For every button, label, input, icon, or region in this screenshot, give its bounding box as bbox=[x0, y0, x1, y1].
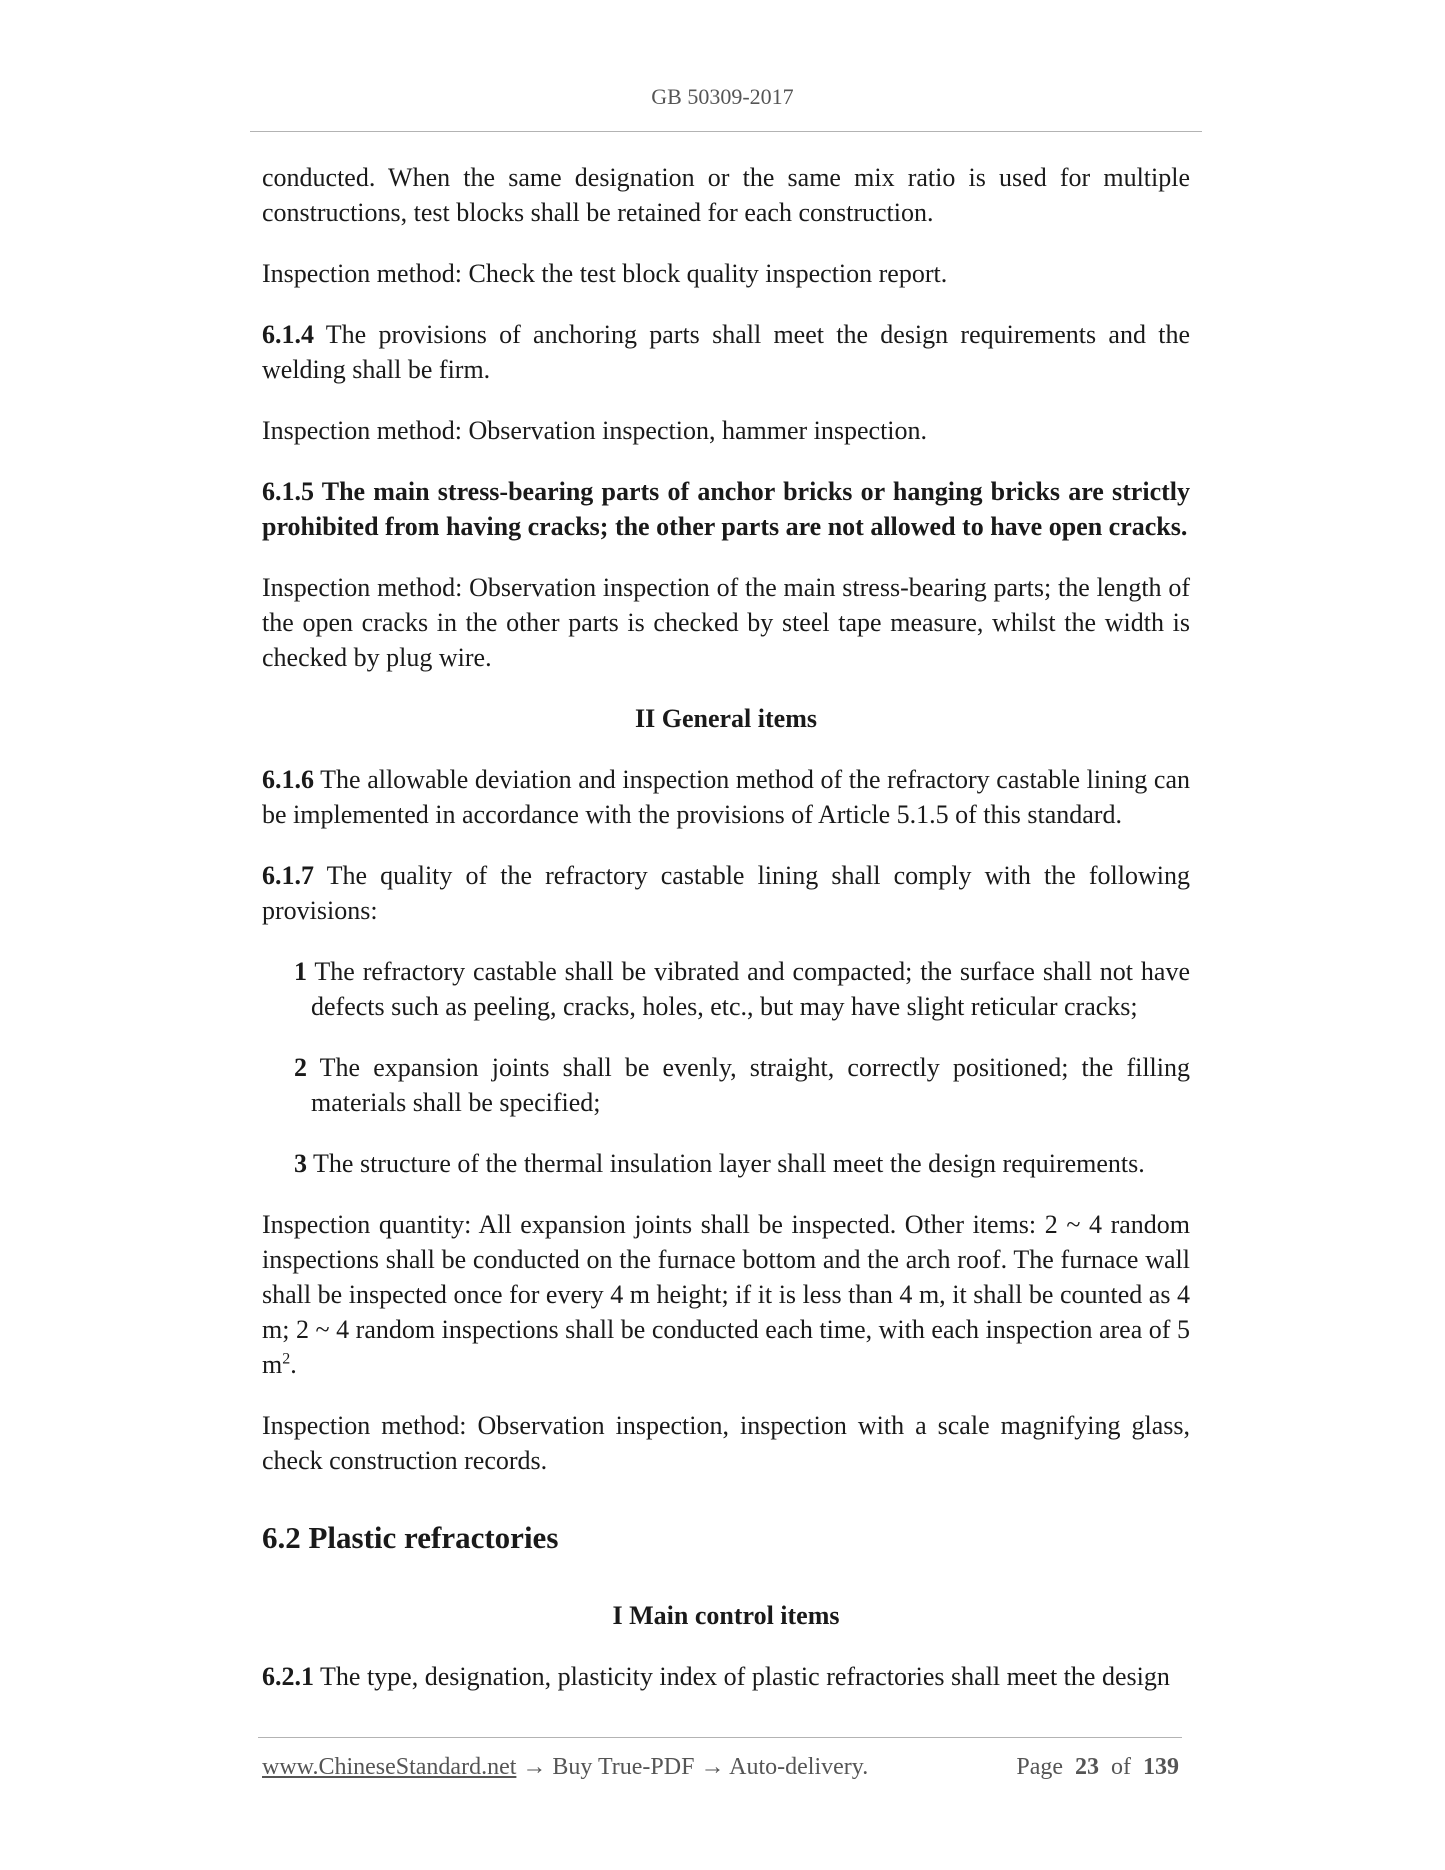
subheading-main-control-items: I Main control items bbox=[612, 1601, 840, 1630]
paragraph: Inspection method: Observation inspection, hammer inspection. bbox=[262, 416, 928, 445]
page-number bbox=[1016, 1754, 1179, 1781]
clause-text: The type, designation, plasticity index of plastic refractories shall meet the design bbox=[314, 1662, 1170, 1691]
clause-6-1-7 bbox=[262, 858, 1190, 928]
item-number: 1 bbox=[294, 957, 307, 986]
list-item bbox=[294, 954, 1190, 1024]
clause-number: 6.2.1 bbox=[262, 1662, 314, 1691]
page-footer bbox=[262, 1754, 1182, 1781]
of-label: of bbox=[1111, 1754, 1131, 1780]
item-number: 3 bbox=[294, 1149, 307, 1178]
clause-text: The provisions of anchoring parts shall meet the design requirements and the welding shall be firm. bbox=[262, 320, 1190, 384]
clause-6-1-4 bbox=[262, 317, 1190, 387]
clause-6-1-6 bbox=[262, 762, 1190, 832]
section-heading: 6.2 Plastic refractories bbox=[262, 1520, 559, 1555]
total-pages: 139 bbox=[1143, 1754, 1179, 1780]
current-page: 23 bbox=[1075, 1754, 1099, 1780]
paragraph: conducted. When the same designation or the same mix ratio is used for multiple constructions, test blocks shall be retained for each construction. bbox=[262, 163, 1190, 227]
document-body bbox=[262, 160, 1190, 1720]
subheading-general-items: II General items bbox=[635, 704, 817, 733]
clause-text: The main stress-bearing parts of anchor bricks or hanging bricks are strictly prohibited from having cracks; the other parts are not allowed to have open cracks. bbox=[262, 477, 1190, 541]
inspection-quantity-text: Inspection quantity: All expansion joints shall be inspected. Other items: 2 ~ 4 random inspections shall be conducted on the furnace bottom and the arch roof. The furnace wall shall be inspected once for every 4 m height; if it is less than 4 m, it shall be counted as 4 m; 2 ~ 4 random inspections shall be conducted each time, with each inspection area of 5 m bbox=[262, 1210, 1190, 1379]
item-text: The expansion joints shall be evenly, straight, correctly positioned; the filling materials shall be specified; bbox=[307, 1053, 1190, 1117]
provisions-list bbox=[262, 954, 1190, 1181]
page-header bbox=[0, 84, 1445, 110]
buy-pdf-text: Buy True-PDF bbox=[552, 1754, 695, 1780]
site-link[interactable]: www.ChineseStandard.net bbox=[262, 1754, 517, 1780]
item-text: The refractory castable shall be vibrated and compacted; the surface shall not have defects such as peeling, cracks, holes, etc., but may have slight reticular cracks; bbox=[307, 957, 1190, 1021]
paragraph: Inspection method: Check the test block quality inspection report. bbox=[262, 259, 948, 288]
document-code: GB 50309-2017 bbox=[651, 84, 794, 109]
clause-6-2-1 bbox=[262, 1659, 1190, 1694]
clause-number: 6.1.5 bbox=[262, 477, 314, 506]
list-item bbox=[294, 1050, 1190, 1120]
item-text: The structure of the thermal insulation layer shall meet the design requirements. bbox=[307, 1149, 1145, 1178]
page-label: Page bbox=[1016, 1754, 1063, 1780]
item-number: 2 bbox=[294, 1053, 307, 1082]
list-item bbox=[294, 1146, 1190, 1181]
clause-number: 6.1.6 bbox=[262, 765, 314, 794]
footer-divider bbox=[258, 1737, 1182, 1738]
clause-6-1-5 bbox=[262, 474, 1190, 544]
arrow-right-icon: → bbox=[522, 1754, 547, 1780]
arrow-right-icon: → bbox=[700, 1754, 725, 1780]
paragraph: Inspection method: Observation inspection, inspection with a scale magnifying glass, check construction records. bbox=[262, 1411, 1190, 1475]
clause-text: The allowable deviation and inspection method of the refractory castable lining can be implemented in accordance with the provisions of Article 5.1.5 of this standard. bbox=[262, 765, 1190, 829]
period: . bbox=[290, 1350, 297, 1379]
header-divider bbox=[250, 131, 1202, 132]
delivery-text: Auto-delivery. bbox=[729, 1754, 869, 1780]
superscript: 2 bbox=[282, 1350, 291, 1368]
clause-number: 6.1.7 bbox=[262, 861, 314, 890]
paragraph bbox=[262, 1207, 1190, 1382]
clause-number: 6.1.4 bbox=[262, 320, 314, 349]
paragraph: Inspection method: Observation inspection of the main stress-bearing parts; the length of the open cracks in the other parts is checked by steel tape measure, whilst the width is checked by plug wire. bbox=[262, 573, 1190, 672]
clause-text: The quality of the refractory castable lining shall comply with the following provisions: bbox=[262, 861, 1190, 925]
